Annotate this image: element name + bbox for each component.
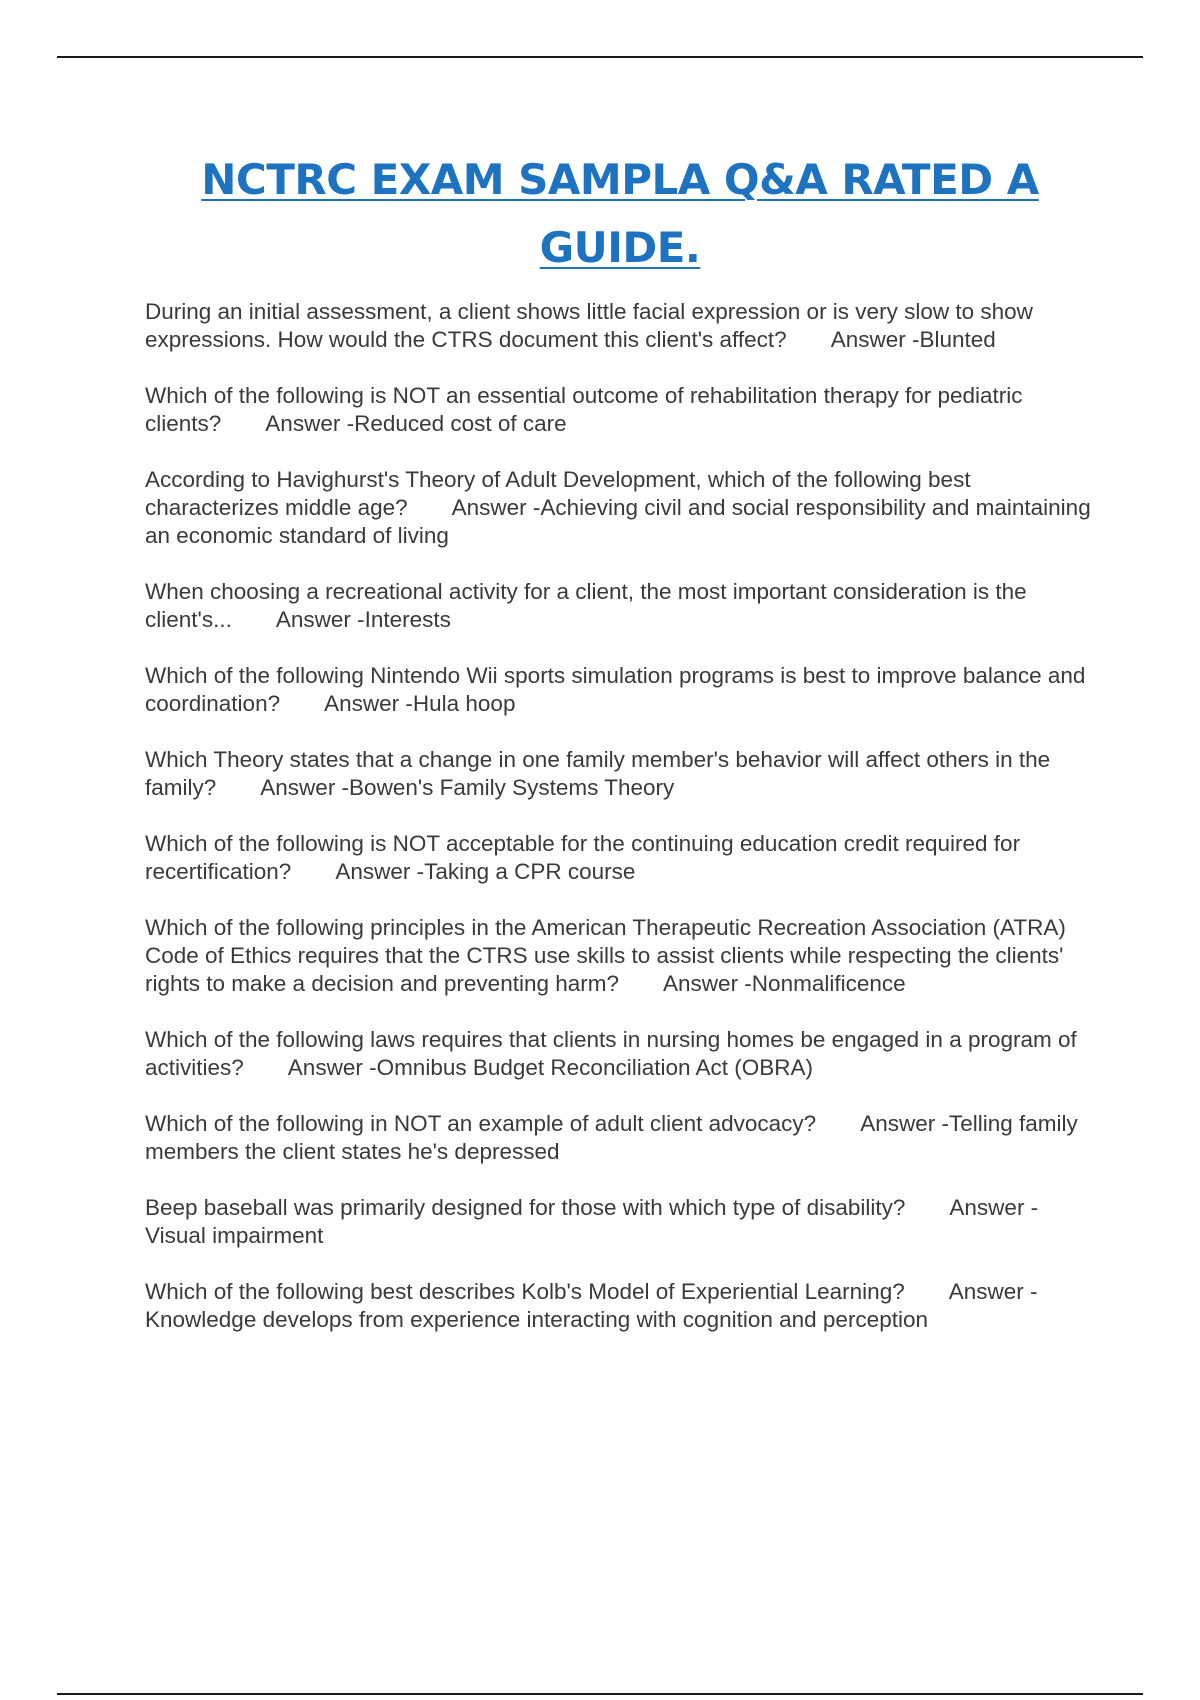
question-text: Which of the following best describes Kolb's Model of Experiential Learning? [145,1279,905,1304]
qa-item [145,1194,1095,1250]
answer-text: Answer -Reduced cost of care [265,411,567,436]
qa-item [145,662,1095,718]
qa-item [145,382,1095,438]
answer-text: Answer -Visual impairment [145,1195,1039,1248]
answer-text: Answer -Knowledge develops from experience interacting with cognition and perception [145,1279,1038,1332]
top-rule [57,56,1143,58]
question-text: Which of the following principles in the American Therapeutic Recreation Association (ATRA) Code of Ethics requires that the CTRS use skills to assist clients while respecting the clients' rights to make a decision and preventing harm? [145,915,1066,996]
qa-item [145,466,1095,550]
answer-text: Answer -Hula hoop [324,691,516,716]
qa-item [145,746,1095,802]
qa-item [145,578,1095,634]
question-text: During an initial assessment, a client shows little facial expression or is very slow to show expressions. How would the CTRS document this client's affect? [145,299,1033,352]
question-text: Which Theory states that a change in one family member's behavior will affect others in the family? [145,747,1051,800]
qa-item [145,914,1095,998]
answer-text: Answer -Interests [275,607,451,632]
question-text: Beep baseball was primarily designed for those with which type of disability? [145,1195,906,1220]
qa-item [145,1110,1095,1166]
title-line-1: NCTRC EXAM SAMPLA Q&A RATED A [201,155,1039,204]
question-text: When choosing a recreational activity for a client, the most important consideration is the client's... [145,579,1027,632]
qa-item [145,298,1095,354]
qa-item [145,1026,1095,1082]
answer-text: Answer -Bowen's Family Systems Theory [260,775,675,800]
qa-list [145,298,1095,1362]
bottom-rule [57,1693,1143,1695]
qa-item [145,830,1095,886]
answer-text: Answer -Omnibus Budget Reconciliation Act (OBRA) [287,1055,814,1080]
answer-text: Answer -Achieving civil and social responsibility and maintaining an economic standard of living [145,495,1091,548]
question-text: Which of the following is NOT an essential outcome of rehabilitation therapy for pediatric clients? [145,383,1023,436]
answer-text: Answer -Blunted [830,327,996,352]
question-text: Which of the following laws requires that clients in nursing homes be engaged in a program of activities? [145,1027,1077,1080]
answer-text: Answer -Telling family members the client states he's depressed [145,1111,1078,1164]
title-line-2: GUIDE. [539,223,701,272]
question-text: Which of the following is NOT acceptable for the continuing education credit required for recertification? [145,831,1021,884]
question-text: Which of the following Nintendo Wii sports simulation programs is best to improve balance and coordination? [145,663,1086,716]
document-title [190,146,1050,282]
answer-text: Answer -Nonmalificence [663,971,906,996]
question-text: According to Havighurst's Theory of Adult Development, which of the following best characterizes middle age? [145,467,971,520]
qa-item [145,1278,1095,1334]
answer-text: Answer -Taking a CPR course [335,859,636,884]
question-text: Which of the following in NOT an example of adult client advocacy? [145,1111,817,1136]
